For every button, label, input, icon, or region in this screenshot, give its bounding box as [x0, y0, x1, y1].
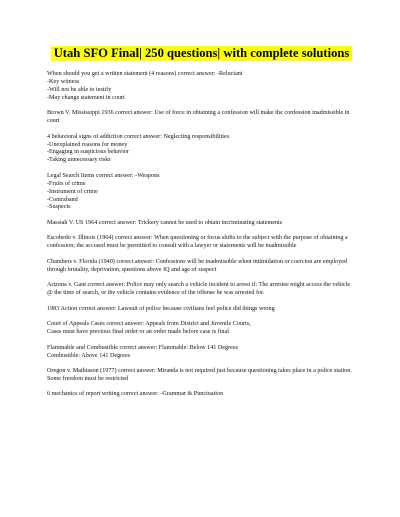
- qa-line: -Instrument of crime: [47, 188, 98, 195]
- qa-entry: [47, 282, 356, 298]
- qa-line: Oregon v. Mathiason (1977) correct answer: Miranda is not required just because questioning takes place in a police station. Some freedom must be restricted: [47, 368, 352, 382]
- qa-line: When should you get a written statement (4 reasons) correct answer: -Reluctant: [47, 71, 243, 77]
- qa-entry: [47, 345, 356, 361]
- qa-entry: [47, 321, 356, 337]
- qa-entry: [47, 235, 356, 251]
- qa-line: Legal Search Items correct answer: -Weapons: [47, 172, 160, 179]
- qa-line: -May change statement in court: [47, 94, 125, 101]
- qa-line: Court of Appeals Cases correct answer: Appeals from District and Juvenile Courts,: [47, 321, 251, 328]
- qa-entry: [47, 134, 356, 166]
- qa-line: Combustible: Above 141 Degrees: [47, 352, 131, 359]
- qa-line: -Unexplained reasons for money: [47, 141, 128, 148]
- qa-entry: [47, 259, 356, 275]
- entries-list: [47, 71, 356, 399]
- qa-line: 4 behavioral signs of addiction correct answer: Neglecting responsibilities: [47, 133, 230, 140]
- qa-line: Arizona v. Gant correct answer: Police may only search a vehicle incident to arrest if: The arrestee might access the vehicle @ the time of search, or the vehicle contains evidence of the offense he was arrested for.: [47, 282, 351, 297]
- qa-line: Massiah V. US 1964 correct answer: Trickery cannot be used to obtain incriminating statements: [47, 219, 283, 226]
- qa-entry: [47, 173, 356, 213]
- qa-entry: [47, 110, 356, 126]
- qa-entry: [47, 368, 356, 384]
- qa-entry: [47, 71, 356, 103]
- qa-line: Chambers v. Florida (1940) correct answer: Confessions will be inadmissible when intimidation or coercion are employed through brutality, deprivation, questions above IQ and age of suspect: [47, 258, 348, 273]
- qa-line: Cases must have previous final order or an order made before case is final: [47, 329, 229, 336]
- qa-line: -Contraband: [47, 196, 78, 203]
- qa-line: -Taking unnecessary risks: [47, 157, 111, 164]
- qa-line: Brown V. Mississippi 1936 correct answer: Use of force in obtaining a confession will make the confession inadmissible in court: [47, 110, 350, 125]
- qa-entry: [47, 220, 356, 228]
- title-container: [47, 44, 356, 62]
- qa-line: Flammable and Combustible correct answer: Flammable: Below 141 Degrees: [47, 344, 238, 351]
- qa-entry: [47, 391, 356, 399]
- document-title: Utah SFO Final| 250 questions| with complete solutions: [51, 46, 353, 61]
- qa-line: -Key witness: [47, 78, 80, 85]
- qa-line: 1983 Action correct answer: Lawsuit of police because civilians feel police did things wrong: [47, 305, 275, 312]
- qa-line: -Will not be able to testify: [47, 86, 112, 93]
- qa-line: 6 mechanics of report writing correct answer: -Grammar & Punctuation: [47, 391, 224, 398]
- qa-entry: [47, 306, 356, 314]
- qa-line: -Fruits of crime: [47, 180, 86, 187]
- qa-line: Escobedo v. Illinois (1964) correct answer: When questioning or focus shifts to the subject with the purpose of obtaining a confession; the accused must be permitted to consult with a lawyer or statements will be inadmissible: [47, 235, 348, 250]
- qa-line: -Engaging in suspicious behavior: [47, 149, 130, 156]
- qa-line: -Suspects: [47, 204, 71, 211]
